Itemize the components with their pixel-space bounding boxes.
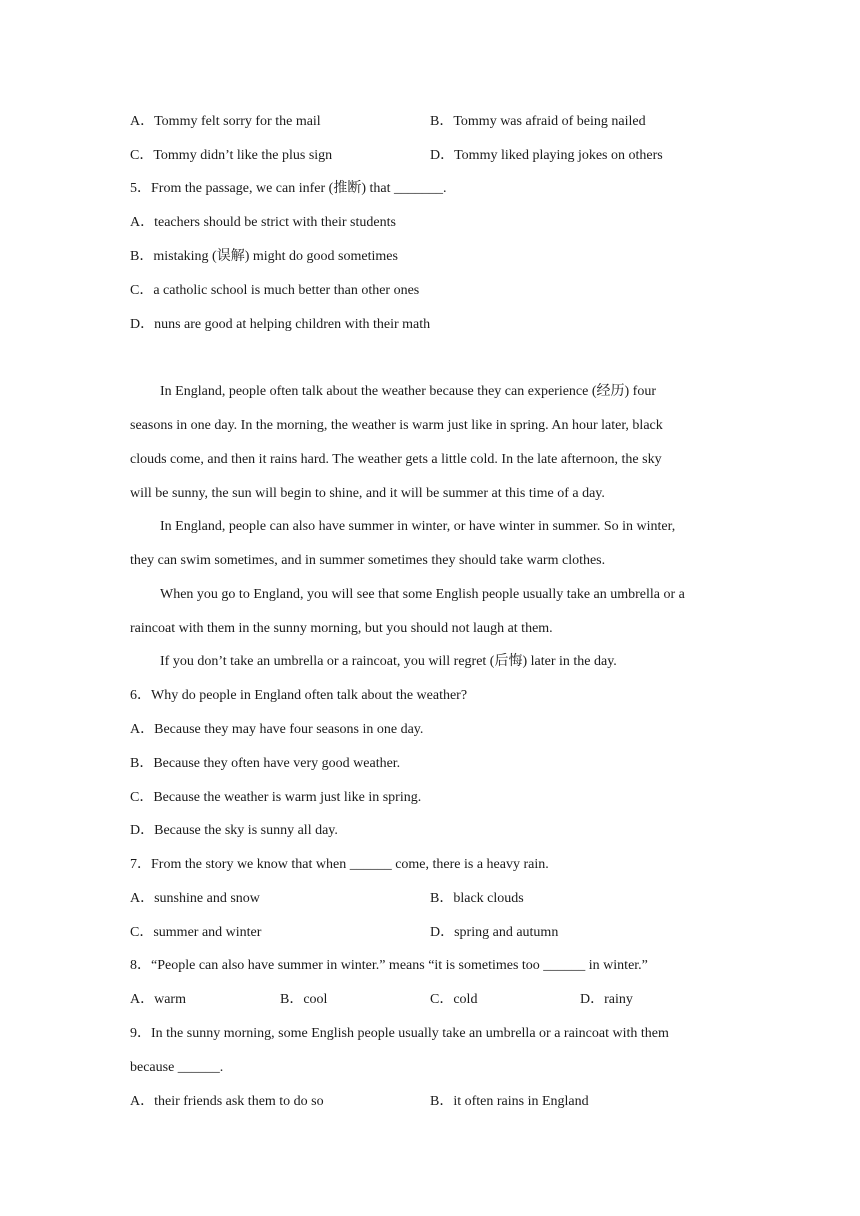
passage-p3-line2: raincoat with them in the sunny morning, but you should not laugh at them. <box>130 621 553 636</box>
passage-p3-line1: When you go to England, you will see that some English people usually take an umbrella or a <box>160 587 685 602</box>
q7-option-b: B．black clouds <box>430 891 524 906</box>
q6-option-a: A．Because they may have four seasons in one day. <box>130 722 424 737</box>
q7-option-d: D．spring and autumn <box>430 925 559 940</box>
passage-p2-line1: In England, people can also have summer in winter, or have winter in summer. So in winter, <box>160 519 676 534</box>
q4-option-a: A．Tommy felt sorry for the mail <box>130 114 321 129</box>
q5-option-a: A．teachers should be strict with their students <box>130 215 396 230</box>
q7-option-a: A．sunshine and snow <box>130 891 260 906</box>
q7-stem: 7．From the story we know that when ______ come, there is a heavy rain. <box>130 857 549 872</box>
q7-option-c: C．summer and winter <box>130 925 262 940</box>
q9-option-b: B．it often rains in England <box>430 1094 589 1109</box>
q4-option-c: C．Tommy didn’t like the plus sign <box>130 148 333 163</box>
q5-option-d: D．nuns are good at helping children with their math <box>130 317 431 332</box>
q6-stem: 6．Why do people in England often talk about the weather? <box>130 688 468 703</box>
q6-option-d: D．Because the sky is sunny all day. <box>130 823 338 838</box>
q4-option-d: D．Tommy liked playing jokes on others <box>430 148 663 163</box>
q9-stem-line1: 9．In the sunny morning, some English people usually take an umbrella or a raincoat with them <box>130 1026 669 1041</box>
q9-stem-line2: because ______. <box>130 1060 224 1075</box>
q5-stem: 5．From the passage, we can infer (推断) that _______. <box>130 181 447 196</box>
passage-p1-line1: In England, people often talk about the weather because they can experience (经历) four <box>160 384 657 399</box>
passage-p4-line1: If you don’t take an umbrella or a raincoat, you will regret (后悔) later in the day. <box>160 654 617 669</box>
q8-option-d: D．rainy <box>580 992 633 1007</box>
passage-p1-line2: seasons in one day. In the morning, the weather is warm just like in spring. An hour later, black <box>130 418 663 433</box>
q8-option-c: C．cold <box>430 992 478 1007</box>
q6-option-c: C．Because the weather is warm just like in spring. <box>130 790 422 805</box>
passage-p1-line4: will be sunny, the sun will begin to shine, and it will be summer at this time of a day. <box>130 486 605 501</box>
q9-option-a: A．their friends ask them to do so <box>130 1094 324 1109</box>
q4-option-b: B．Tommy was afraid of being nailed <box>430 114 646 129</box>
q5-option-c: C．a catholic school is much better than other ones <box>130 283 420 298</box>
q8-stem: 8．“People can also have summer in winter.” means “it is sometimes too ______ in winter.” <box>130 958 648 973</box>
q6-option-b: B．Because they often have very good weather. <box>130 756 401 771</box>
q5-option-b: B．mistaking (误解) might do good sometimes <box>130 249 398 264</box>
passage-p2-line2: they can swim sometimes, and in summer sometimes they should take warm clothes. <box>130 553 606 568</box>
passage-p1-line3: clouds come, and then it rains hard. The weather gets a little cold. In the late afternoon, the sky <box>130 452 662 467</box>
q8-option-a: A．warm <box>130 992 186 1007</box>
q8-option-b: B．cool <box>280 992 328 1007</box>
